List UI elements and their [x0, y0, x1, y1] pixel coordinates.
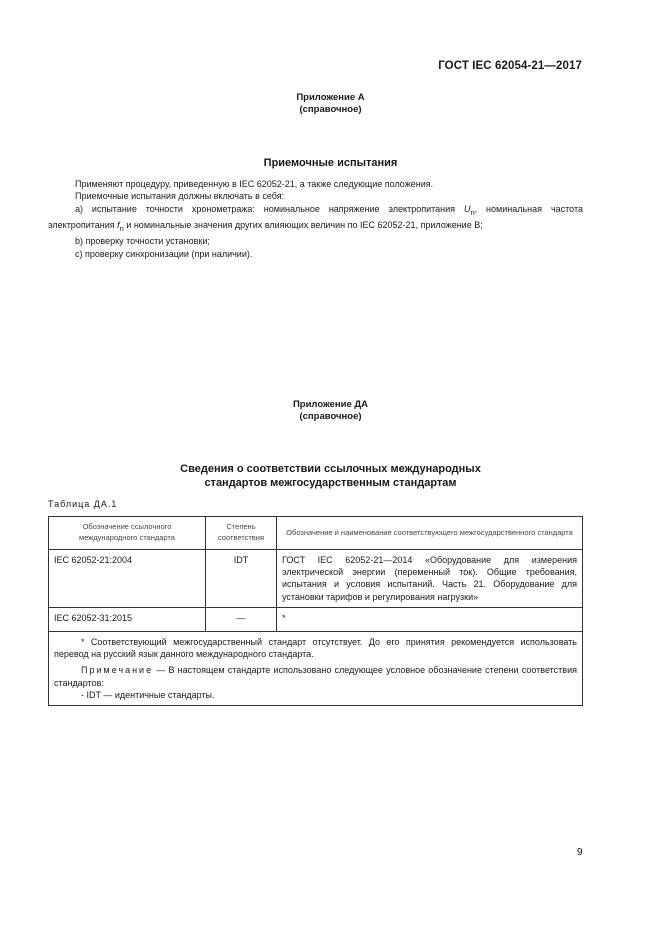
document-code: ГОСТ IEC 62054-21—2017: [438, 60, 582, 72]
note-text: — В настоящем стандарте использовано следующее условное обозначение степени соответствия стандартов:: [54, 665, 577, 688]
item-a-text2: , номинальная частота электропитания: [48, 203, 583, 231]
note-paragraph: [54, 664, 577, 688]
cell-interstate-standard: *: [277, 608, 583, 632]
annex-a-heading-block: [0, 92, 661, 116]
table-notes: [49, 632, 583, 706]
annex-da-subtitle: (справочное): [299, 411, 362, 422]
annex-a-title: Приложение А: [296, 92, 365, 103]
table-row: [49, 608, 583, 632]
annex-a-item-b: b) проверку точности установки;: [75, 236, 210, 247]
item-a-text3: и номинальные значения других влияющих величин по IEC 62052-21, приложение В;: [123, 220, 483, 231]
annex-a-body: [48, 178, 583, 260]
annex-a-para1: Применяют процедуру, приведенную в IEC 62052-21, а также следующие положения.: [75, 179, 434, 189]
annex-da-heading-line2: стандартов межгосударственным стандартам: [204, 477, 457, 489]
standards-correspondence-table: [48, 516, 583, 706]
cell-degree: IDT: [206, 550, 277, 608]
annex-a-item-a: [48, 203, 583, 235]
column-header-interstate-standard: Обозначение и наименование соответствующего межгосударственного стандарта: [277, 517, 583, 550]
annex-a-item-c: c) проверку синхронизации (при наличии).: [75, 248, 253, 259]
cell-degree: —: [206, 608, 277, 632]
annex-da-heading-block: [0, 399, 661, 423]
cell-intl-standard: IEC 62052-21:2004: [49, 550, 206, 608]
table-caption: Таблица ДА.1: [48, 499, 118, 509]
note-label: Примечание: [81, 665, 154, 676]
table-note-row: [49, 632, 583, 706]
cell-intl-standard: IEC 62052-31:2015: [49, 608, 206, 632]
frequency-symbol: f: [117, 220, 120, 231]
column-header-degree: Степень соответствия: [206, 517, 277, 550]
table-row: [49, 550, 583, 608]
table-header-row: [49, 517, 583, 550]
annex-da-heading: [0, 462, 661, 490]
annex-a-heading: Приемочные испытания: [263, 157, 398, 169]
note-item: - IDT — идентичные стандарты.: [81, 689, 215, 700]
item-a-text1: a) испытание точности хронометража: номинальное напряжение электропитания: [75, 203, 464, 214]
voltage-subscript: n: [470, 207, 475, 217]
voltage-symbol: U: [463, 203, 471, 214]
annex-da-heading-line1: Сведения о соответствии ссылочных международных: [180, 463, 481, 475]
annex-da-title: Приложение ДА: [292, 399, 369, 410]
frequency-subscript: n: [119, 223, 124, 233]
page-number: 9: [577, 847, 583, 858]
column-header-intl-standard: Обозначение ссылочного международного стандарта: [49, 517, 206, 550]
footnote: * Соответствующий межгосударственный стандарт отсутствует. До его принятия рекомендуется использовать перевод на русский язык данного международного стандарта.: [54, 637, 577, 660]
cell-interstate-standard: ГОСТ IEC 62052-21—2014 «Оборудование для измерения электрической энергии (переменный ток). Общие требования, испытания и условия испытаний. Часть 21. Оборудование для установки тарифов и регулирования нагрузки»: [277, 550, 583, 608]
annex-a-para2: Приемочные испытания должны включать в себя:: [75, 191, 285, 202]
annex-a-subtitle: (справочное): [299, 104, 362, 115]
